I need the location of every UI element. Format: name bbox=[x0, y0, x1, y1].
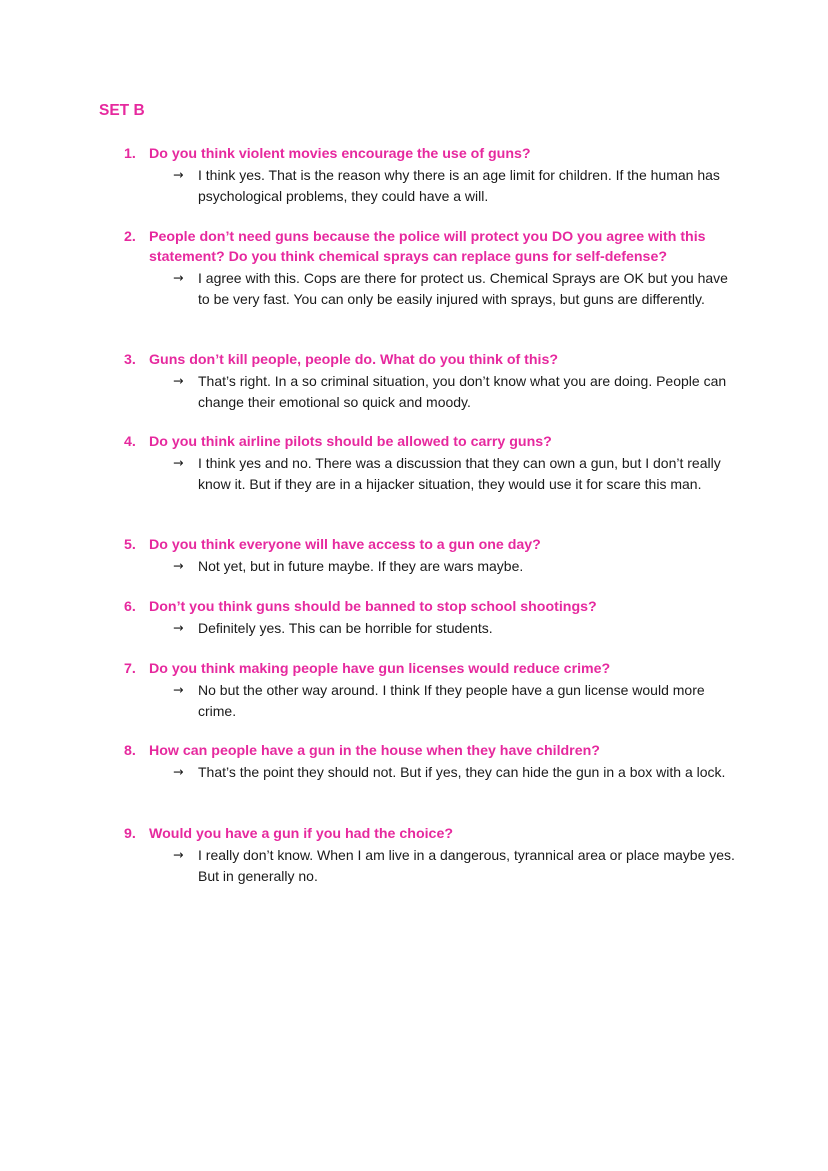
qa-item-3 bbox=[0, 350, 828, 410]
qa-item-5 bbox=[0, 535, 828, 574]
answer-text: I think yes. That is the reason why there is an age limit for children. If the human has psychological problems, they could have a will. bbox=[198, 167, 720, 204]
question-number: 2. bbox=[124, 229, 136, 245]
question-text: Do you think airline pilots should be allowed to carry guns? bbox=[149, 434, 552, 450]
arrow-icon: → bbox=[173, 620, 184, 635]
arrow-icon: → bbox=[173, 373, 184, 388]
arrow-icon: → bbox=[173, 682, 184, 697]
question-text: People don’t need guns because the police will protect you DO you agree with this statement? Do you think chemical sprays can replace guns for self-defense? bbox=[149, 229, 706, 265]
question-text: Do you think everyone will have access to a gun one day? bbox=[149, 537, 541, 553]
set-title: SET B bbox=[99, 102, 145, 119]
question-number: 6. bbox=[124, 599, 136, 615]
arrow-icon: → bbox=[173, 847, 184, 862]
qa-item-4 bbox=[0, 432, 828, 492]
question-number: 3. bbox=[124, 352, 136, 368]
answer-text: That’s the point they should not. But if yes, they can hide the gun in a box with a lock. bbox=[198, 764, 726, 780]
qa-item-7 bbox=[0, 659, 828, 719]
question-number: 8. bbox=[124, 743, 136, 759]
question-text: Would you have a gun if you had the choice? bbox=[149, 826, 454, 842]
question-number: 4. bbox=[124, 434, 136, 450]
qa-item-1 bbox=[0, 144, 828, 204]
question-text: Guns don’t kill people, people do. What do you think of this? bbox=[149, 352, 559, 368]
answer-text: I agree with this. Cops are there for protect us. Chemical Sprays are OK but you have to be very fast. You can only be easily injured with sprays, but guns are differently. bbox=[198, 270, 728, 307]
arrow-icon: → bbox=[173, 167, 184, 182]
question-number: 7. bbox=[124, 661, 136, 677]
answer-text: I think yes and no. There was a discussion that they can own a gun, but I don’t really know it. But if they are in a hijacker situation, they would use it for scare this man. bbox=[198, 455, 721, 492]
arrow-icon: → bbox=[173, 764, 184, 779]
question-number: 5. bbox=[124, 537, 136, 553]
arrow-icon: → bbox=[173, 558, 184, 573]
arrow-icon: → bbox=[173, 455, 184, 470]
answer-text: I really don’t know. When I am live in a dangerous, tyrannical area or place maybe yes. But in generally no. bbox=[198, 847, 735, 884]
qa-item-2 bbox=[0, 227, 828, 307]
question-text: Do you think violent movies encourage the use of guns? bbox=[149, 146, 531, 162]
answer-text: No but the other way around. I think If they people have a gun license would more crime. bbox=[198, 682, 705, 719]
qa-item-9 bbox=[0, 824, 828, 884]
qa-item-6 bbox=[0, 597, 828, 636]
arrow-icon: → bbox=[173, 270, 184, 285]
question-text: How can people have a gun in the house when they have children? bbox=[149, 743, 600, 759]
qa-item-8 bbox=[0, 741, 828, 780]
question-text: Don’t you think guns should be banned to stop school shootings? bbox=[149, 599, 597, 615]
question-text: Do you think making people have gun licenses would reduce crime? bbox=[149, 661, 611, 677]
answer-text: That’s right. In a so criminal situation, you don’t know what you are doing. People can change their emotional so quick and moody. bbox=[198, 373, 727, 410]
answer-text: Definitely yes. This can be horrible for students. bbox=[198, 620, 493, 636]
answer-text: Not yet, but in future maybe. If they are wars maybe. bbox=[198, 558, 524, 574]
question-number: 9. bbox=[124, 826, 136, 842]
question-number: 1. bbox=[124, 146, 136, 162]
